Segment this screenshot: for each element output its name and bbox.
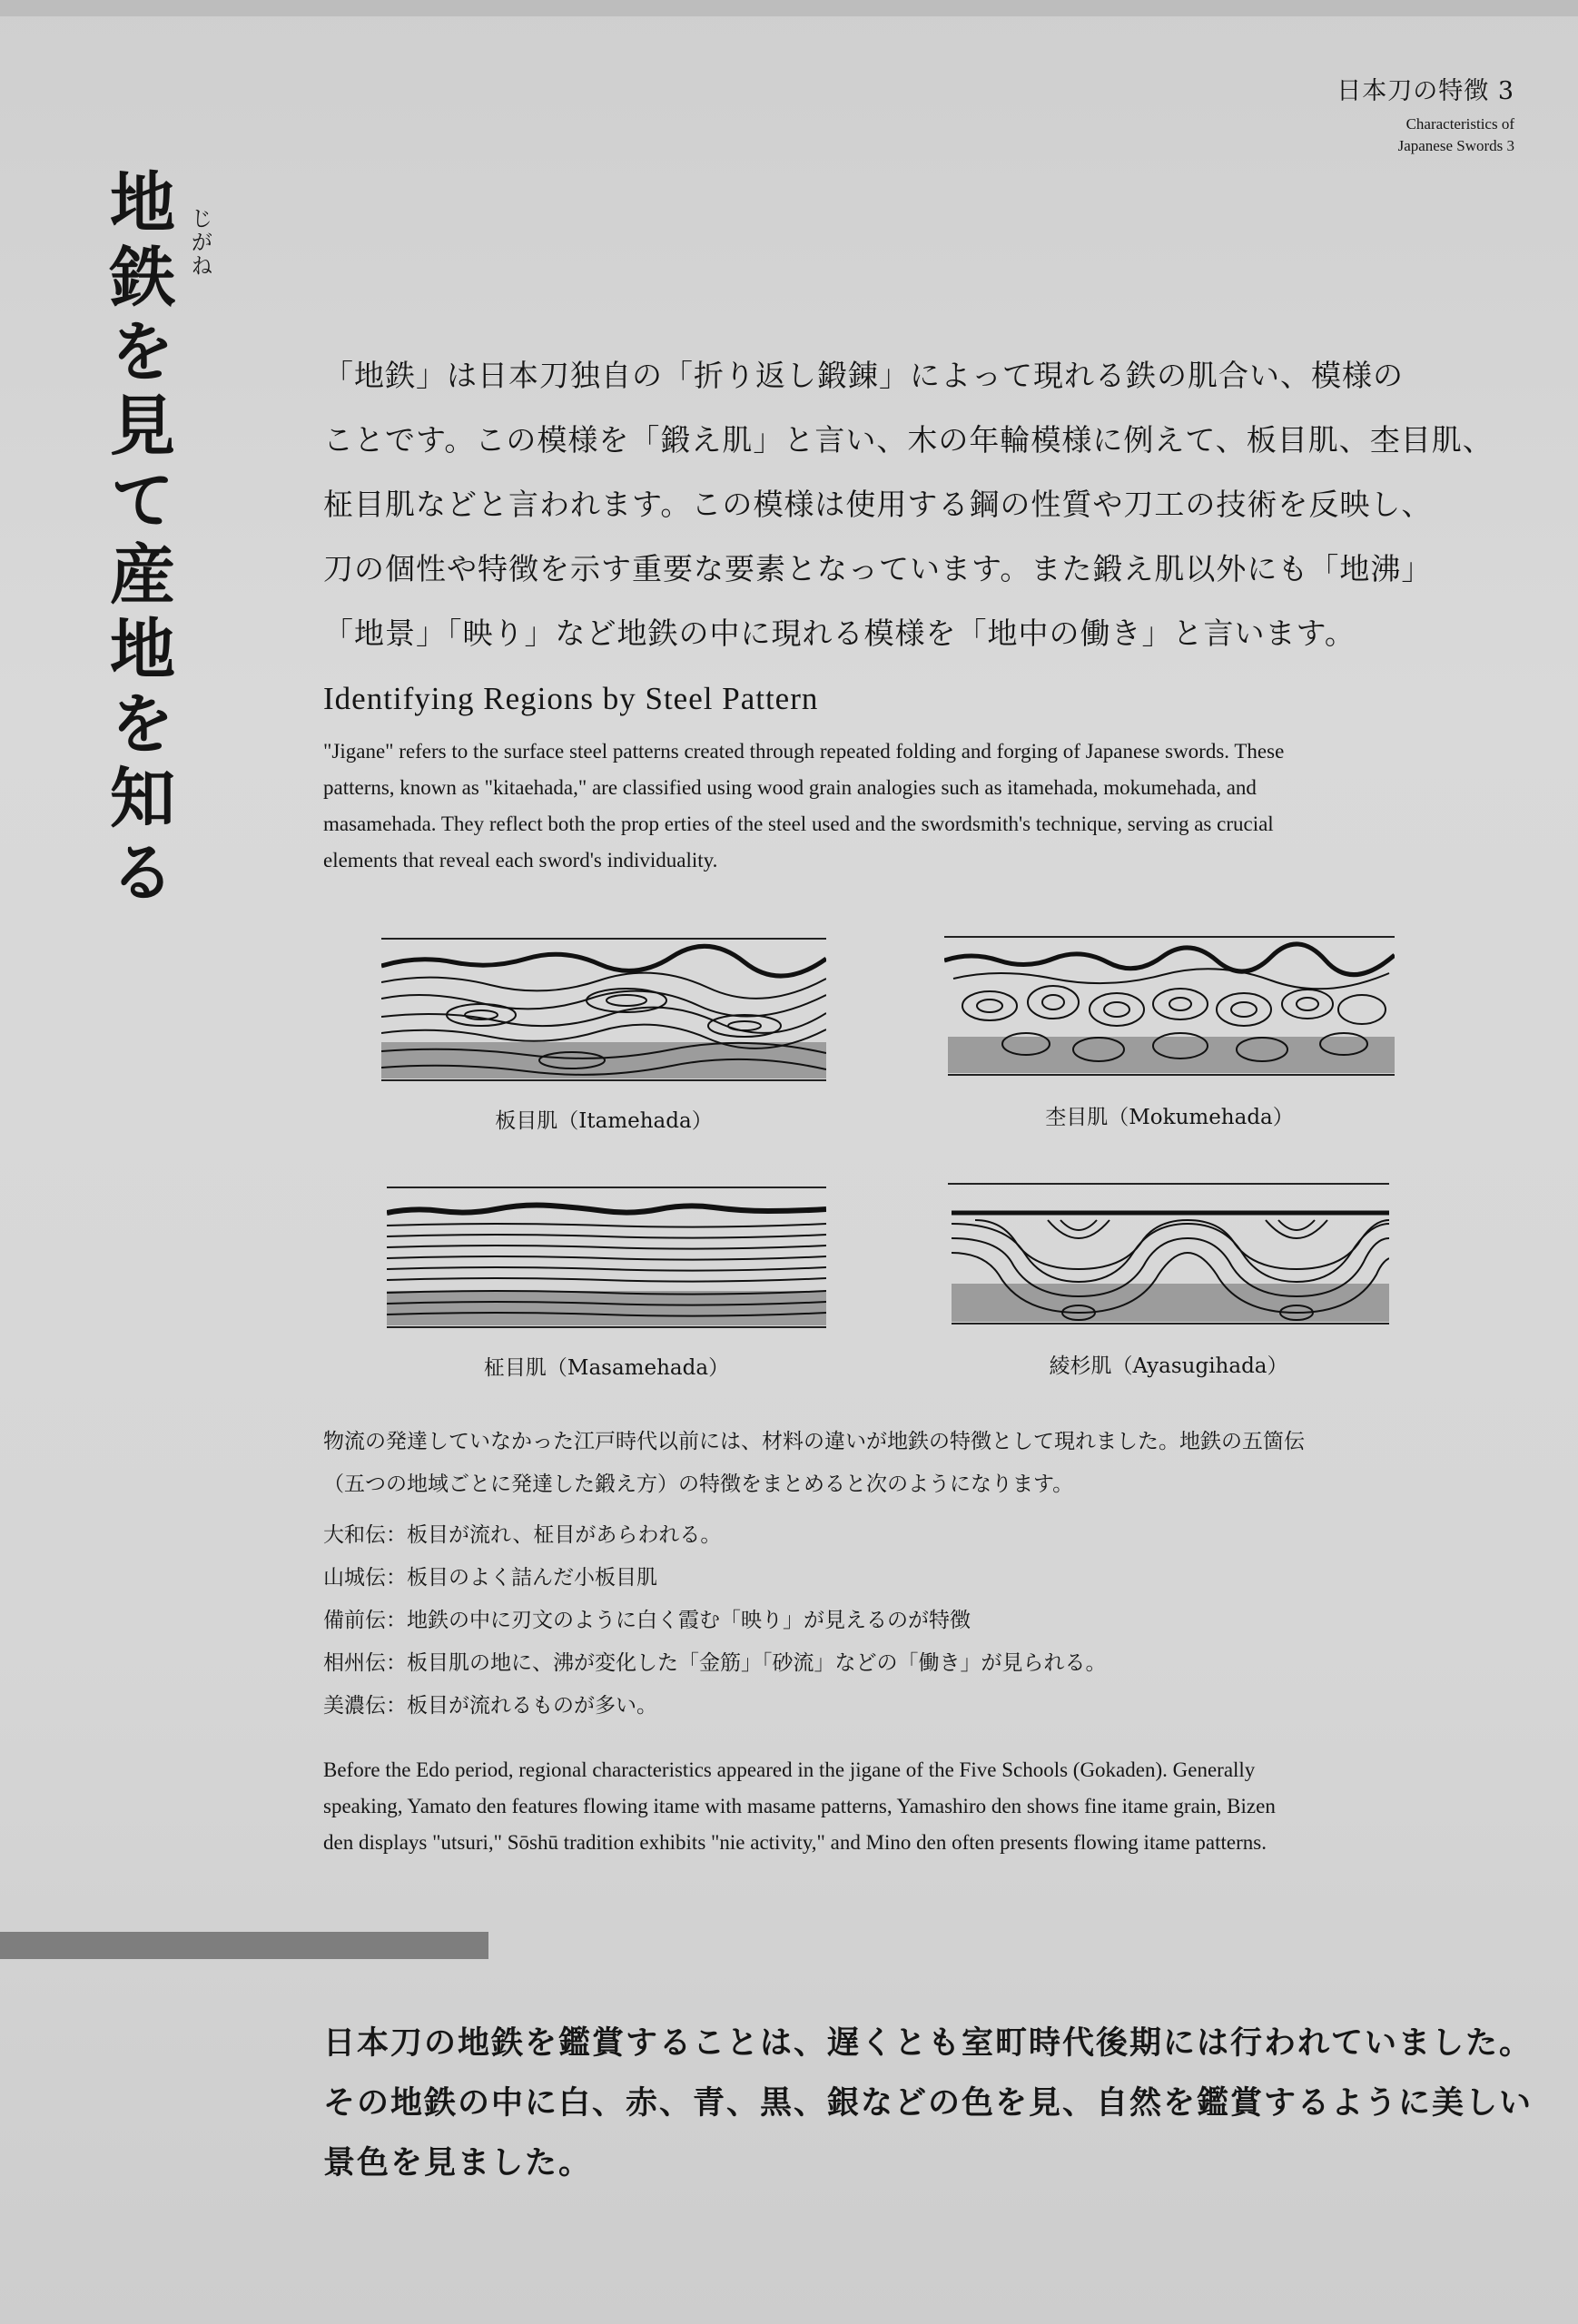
intro-jp-line: 刀の個性や特徴を示す重要な要素となっています。また鍛え肌以外にも「地沸」 bbox=[323, 551, 1433, 586]
section-divider-bar bbox=[0, 1932, 488, 1959]
en-description-line: "Jigane" refers to the surface steel patterns created through repeated folding and forging of Japanese swords. These bbox=[323, 740, 1285, 763]
gokaden-en-description bbox=[323, 1752, 1485, 1861]
panel-number-en bbox=[1336, 113, 1514, 157]
gokaden-en-line: den displays "utsuri," Sōshū tradition exhibits "nie activity," and Mino den often presents flowing itame patterns. bbox=[323, 1831, 1267, 1854]
en-heading: Identifying Regions by Steel Pattern bbox=[323, 681, 819, 716]
list-item: 備前伝：地鉄の中に刃文のように白く霞む「映り」が見えるのが特徴 bbox=[323, 1609, 971, 1632]
masamehada-diagram bbox=[387, 1184, 826, 1329]
closing-jp-line: 景色を見ました。 bbox=[323, 2144, 593, 2181]
intro-jp-line: 「地景」「映り」など地鉄の中に現れる模様を「地中の働き」と言います。 bbox=[323, 615, 1356, 651]
intro-jp-line: 「地鉄」は日本刀独自の「折り返し鍛錬」によって現れる鉄の肌合い、模様の bbox=[323, 358, 1404, 393]
en-description-line: masamehada. They reflect both the prop erties of the steel used and the swordsmith's technique, serving as crucial bbox=[323, 812, 1274, 835]
gokaden-en-line: speaking, Yamato den features flowing itame with masame patterns, Yamashiro den shows fine itame grain, Bizen bbox=[323, 1795, 1276, 1817]
title-ruby: じがね bbox=[187, 207, 212, 278]
closing-jp-line: 日本刀の地鉄を鑑賞することは、遅くとも室町時代後期には行われていました。 bbox=[323, 2024, 1534, 2062]
list-item: 美濃伝：板目が流れるものが多い。 bbox=[323, 1694, 657, 1718]
masamehada-caption: 柾目肌（Masamehada） bbox=[483, 1356, 730, 1380]
panel-number-en-line: Characteristics of bbox=[1405, 115, 1514, 133]
intro-jp bbox=[323, 343, 1494, 665]
list-item: 相州伝：板目肌の地に、沸が変化した「金筋」「砂流」などの「働き」が見られる。 bbox=[323, 1651, 1107, 1675]
gokaden-intro-line: 物流の発達していなかった江戸時代以前には、材料の違いが地鉄の特徴として現れました。地鉄の五箇伝 bbox=[323, 1430, 1305, 1453]
panel-number-en-line: Japanese Swords 3 bbox=[1397, 137, 1514, 154]
en-description-line: elements that reveal each sword's individuality. bbox=[323, 849, 718, 872]
ayasugihada-caption: 綾杉肌（Ayasugihada） bbox=[1049, 1354, 1288, 1378]
gokaden-intro-jp bbox=[323, 1421, 1476, 1506]
en-description bbox=[323, 734, 1458, 879]
mokumehada-diagram bbox=[944, 933, 1395, 1077]
itamehada-caption: 板目肌（Itamehada） bbox=[495, 1109, 713, 1133]
top-edge-band bbox=[0, 0, 1578, 16]
ayasugihada-diagram bbox=[948, 1180, 1389, 1327]
closing-jp-line: その地鉄の中に白、赤、青、黒、銀などの色を見、自然を鑑賞するように美しい bbox=[323, 2084, 1534, 2122]
panel-header bbox=[1336, 71, 1514, 157]
panel-number-jp: 日本刀の特徴 3 bbox=[1336, 77, 1514, 105]
vertical-title: 地鉄を見て産地を知る bbox=[99, 168, 176, 912]
en-description-line: patterns, known as "kitaehada," are classified using wood grain analogies such as itamehada, mokumehada, and bbox=[323, 776, 1257, 799]
five-schools-list bbox=[323, 1514, 1107, 1728]
itamehada-diagram bbox=[381, 935, 826, 1082]
gokaden-en-line: Before the Edo period, regional characteristics appeared in the jigane of the Five Schools (Gokaden). Generally bbox=[323, 1758, 1256, 1781]
intro-jp-line: ことです。この模様を「鍛え肌」と言い、木の年輪模様に例えて、板目肌、杢目肌、 bbox=[323, 422, 1494, 458]
intro-jp-line: 柾目肌などと言われます。この模様は使用する鋼の性質や刀工の技術を反映し、 bbox=[323, 487, 1433, 522]
list-item: 大和伝：板目が流れ、柾目があらわれる。 bbox=[323, 1523, 722, 1547]
mokumehada-caption: 杢目肌（Mokumehada） bbox=[1045, 1106, 1294, 1129]
gokaden-intro-line: （五つの地域ごとに発達した鍛え方）の特徴をまとめると次のようになります。 bbox=[323, 1472, 1074, 1496]
closing-jp bbox=[323, 2014, 1533, 2193]
list-item: 山城伝：板目のよく詰んだ小板目肌 bbox=[323, 1566, 657, 1590]
